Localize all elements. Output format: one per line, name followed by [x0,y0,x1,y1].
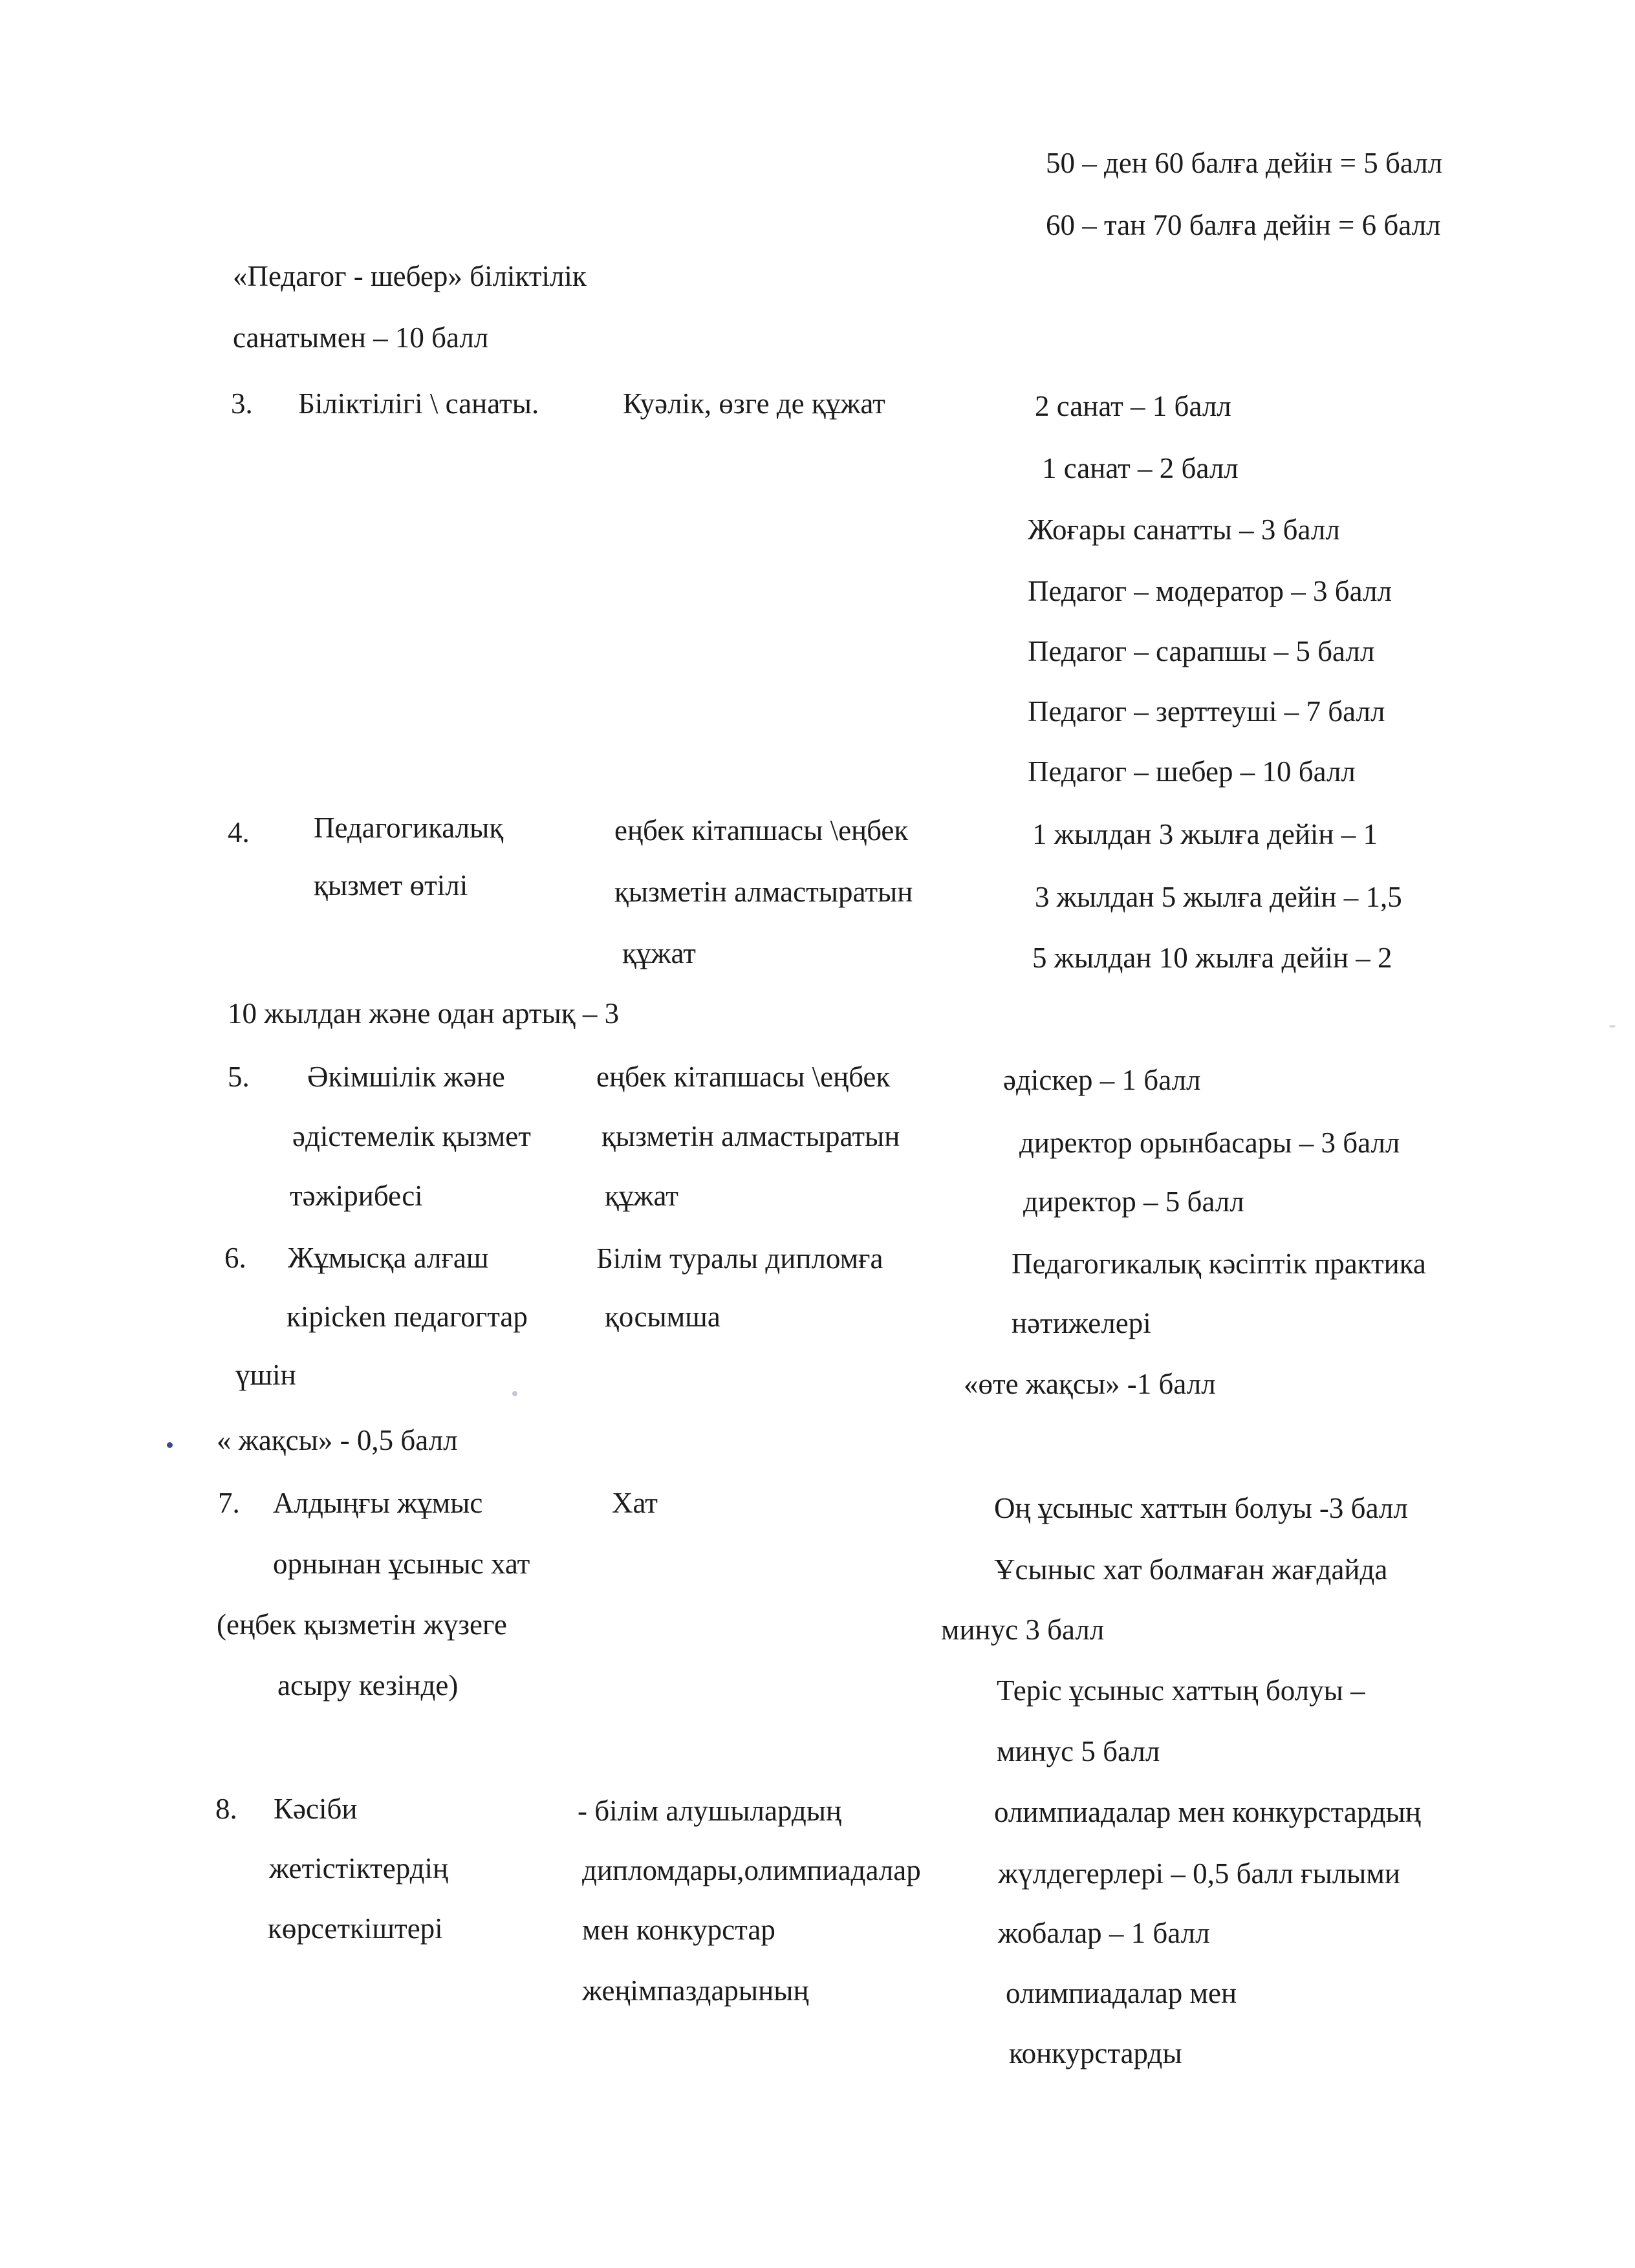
row-3-number: 3. [231,387,253,420]
row-3-point: Педагог – шебер – 10 балл [1028,755,1356,788]
row-5-point: директор – 5 балл [1023,1185,1244,1218]
row-4-criterion-line: қызмет өтілі [314,869,468,902]
row-5-criterion-line: Әкімшілік және [307,1061,505,1093]
row-8-point: жүлдегерлері – 0,5 балл ғылыми [998,1857,1400,1890]
score-range-50-60: 50 – ден 60 балға дейін = 5 балл [1046,147,1443,179]
row-7-point: минус 5 балл [997,1735,1160,1767]
row-7-criterion-line: орнынан ұсыныс хат [273,1548,530,1580]
row-6-number: 6. [224,1242,246,1274]
row-6-document-line: қосымша [605,1301,720,1333]
row-3-criterion: Біліктілігі \ санаты. [298,387,539,420]
row-7-criterion-line: (еңбек қызметін жүзеге [217,1608,507,1641]
row-4-point: 3 жылдан 5 жылға дейін – 1,5 [1035,881,1402,913]
row-4-document-line: құжат [622,937,696,969]
row-3-point: Педагог – зерттеуші – 7 балл [1028,695,1385,728]
row-7-criterion-line: Алдыңғы жұмыс [273,1487,483,1519]
row-6-point: « жақсы» - 0,5 балл [217,1424,458,1456]
row-4-document-line: қызметін алмастыратын [614,876,913,908]
scan-speck [1609,1025,1616,1028]
row-3-point: 1 санат – 2 балл [1042,452,1239,484]
row-4-point: 10 жылдан және одан артық – 3 [228,997,620,1030]
row-7-point: Ұсыныс хат болмаған жағдайда [994,1553,1388,1586]
row-6-point: нәтижелері [1012,1307,1151,1339]
row-6-criterion-line: үшін [235,1359,296,1391]
master-teacher-line: «Педагог - шебер» біліктілік [233,260,587,292]
row-6-point: «өте жақсы» -1 балл [964,1368,1216,1400]
row-3-point: Педагог – сарапшы – 5 балл [1028,635,1375,667]
row-8-point: конкурстарды [1009,2037,1182,2069]
row-5-criterion-line: тәжірибесі [290,1180,423,1212]
row-7-point: Теріс ұсыныс хаттың болуы – [997,1674,1365,1707]
master-teacher-points: санатымен – 10 балл [233,321,489,354]
row-7-criterion-line: асыру кезінде) [277,1669,459,1701]
row-5-document-line: қызметін алмастыратын [601,1120,900,1152]
row-6-criterion-line: кірісken педагогтар [287,1301,528,1333]
row-5-criterion-line: әдістемелік қызмет [292,1120,531,1152]
row-6-point: Педагогикалық кәсіптік практика [1012,1247,1426,1280]
row-5-number: 5. [228,1061,250,1093]
row-8-point: олимпиадалар мен конкурстардың [994,1796,1421,1828]
row-4-point: 1 жылдан 3 жылға дейін – 1 [1032,818,1378,850]
row-7-document: Хат [612,1487,658,1519]
scan-speck [167,1442,173,1448]
row-5-document-line: еңбек кітапшасы \еңбек [596,1061,891,1093]
row-7-point: Оң ұсыныс хаттын болуы -3 балл [994,1492,1408,1524]
row-3-point: 2 санат – 1 балл [1035,390,1231,422]
row-6-criterion-line: Жұмысқа алғаш [288,1242,489,1274]
scan-speck [512,1391,517,1396]
row-5-point: директор орынбасары – 3 балл [1019,1127,1400,1159]
row-5-point: әдіскер – 1 балл [1003,1064,1201,1096]
row-7-number: 7. [218,1487,240,1519]
row-3-document: Куәлік, өзге де құжат [623,387,885,420]
row-8-criterion-line: жетістіктердің [269,1852,449,1885]
row-8-point: жобалар – 1 балл [998,1917,1210,1949]
row-4-point: 5 жылдан 10 жылға дейін – 2 [1032,942,1392,974]
row-8-criterion-line: Кәсіби [274,1793,358,1825]
row-5-document-line: құжат [605,1180,678,1212]
row-4-criterion-line: Педагогикалық [314,812,504,844]
row-7-point: минус 3 балл [941,1614,1105,1646]
row-8-document-line: жеңімпаздарының [582,1974,809,2007]
row-4-number: 4. [228,816,250,848]
row-8-number: 8. [215,1793,237,1825]
row-3-point: Педагог – модератор – 3 балл [1028,575,1392,607]
row-8-point: олимпиадалар мен [1006,1977,1237,2009]
row-4-document-line: еңбек кітапшасы \еңбек [614,814,909,847]
row-6-document-line: Білім туралы дипломға [596,1242,883,1275]
row-8-criterion-line: көрсеткіштері [268,1912,443,1945]
row-8-document-line: мен конкурстар [582,1914,775,1946]
score-range-60-70: 60 – тан 70 балға дейін = 6 балл [1046,209,1441,241]
row-8-document-line: дипломдары,олимпиадалар [582,1854,921,1886]
row-3-point: Жоғары санатты – 3 балл [1028,513,1340,546]
row-8-document-line: - білім алушылардың [578,1795,842,1827]
